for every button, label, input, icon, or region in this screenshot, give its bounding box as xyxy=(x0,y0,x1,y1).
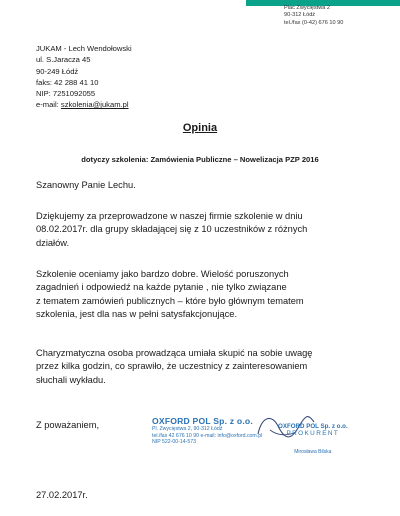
paragraph-3 xyxy=(36,347,360,387)
paragraph-line: zagadnień i odpowiedź na każde pytanie , nie tylko związane xyxy=(36,282,287,293)
signatory-name: Mirosława Bilska xyxy=(294,449,332,455)
recipient-name: JUKAM - Lech Wendołowski xyxy=(36,44,132,53)
recipient-city: 90-249 Łódź xyxy=(36,66,79,76)
paragraph-line: Charyzmatyczna osoba prowadząca umiała skupić na sobie uwagę xyxy=(36,348,313,358)
paragraph-line: działów. xyxy=(36,237,70,248)
paragraph-2 xyxy=(36,268,360,322)
paragraph-line: Szkolenie oceniamy jako bardzo dobre. Wielość poruszonych xyxy=(36,269,289,279)
stamp-company-name: OXFORD POL Sp. z o.o. xyxy=(152,416,253,426)
paragraph-line: 08.02.2017r. dla grupy składającej się z 10 uczestników z różnych xyxy=(36,224,308,235)
paragraph-1 xyxy=(36,210,360,250)
stamp-company-nip: NIP 522-00-14-573 xyxy=(152,439,197,446)
stamp-company-contact: tel./fax 42 676 10 90 e-mail: info@oxford.com.pl xyxy=(152,432,263,439)
stamp-company-address: Pl. Zwycięstwa 2, 90-312 Łódź xyxy=(152,426,223,432)
signatory-role: PROKURENT xyxy=(286,430,340,437)
recipient-nip: NIP: 7251092055 xyxy=(36,89,96,99)
closing-phrase: Z poważaniem, xyxy=(36,420,100,430)
recipient-email-link[interactable]: szkolenia@jukam.pl xyxy=(60,100,129,110)
document-subtitle: dotyczy szkolenia: Zamówienia Publiczne – Nowelizacja PZP 2016 xyxy=(81,155,319,164)
letterhead-phone: tel./fax (0-42) 676 10 90 xyxy=(284,19,344,26)
recipient-fax: faks: 42 288 41 10 xyxy=(36,77,99,87)
document-date: 27.02.2017r. xyxy=(36,490,88,500)
document-title: Opinia xyxy=(182,122,218,134)
recipient-street: ul. S.Jaracza 45 xyxy=(36,55,91,65)
paragraph-line: Dziękujemy za przeprowadzone w naszej firmie szkolenie w dniu xyxy=(36,211,303,221)
letterhead-address-line1: Plac Zwycięstwa 2 xyxy=(284,5,331,11)
letterhead-address xyxy=(284,5,343,27)
signatory-stamp xyxy=(278,423,348,455)
paragraph-line: przez kilka godzin, co sprawiło, że uczestnicy z zainteresowaniem xyxy=(36,361,308,372)
greeting: Szanowny Panie Lechu. xyxy=(36,180,136,190)
letterhead-address-line2: 90-312 Łódź xyxy=(284,12,316,19)
paragraph-line: z tematem zamówień publicznych – które było głównym tematem xyxy=(36,295,304,306)
signatory-company: OXFORD POL Sp. z o.o. xyxy=(278,423,348,430)
company-stamp xyxy=(152,416,262,446)
recipient-block xyxy=(36,43,132,111)
paragraph-line: szkolenia, jest dla nas w pełni satysfakcjonujące. xyxy=(36,309,238,320)
recipient-email-label: e-mail: xyxy=(36,100,61,110)
recipient-email-row xyxy=(36,99,132,110)
paragraph-line: słuchali wykładu. xyxy=(36,374,106,385)
